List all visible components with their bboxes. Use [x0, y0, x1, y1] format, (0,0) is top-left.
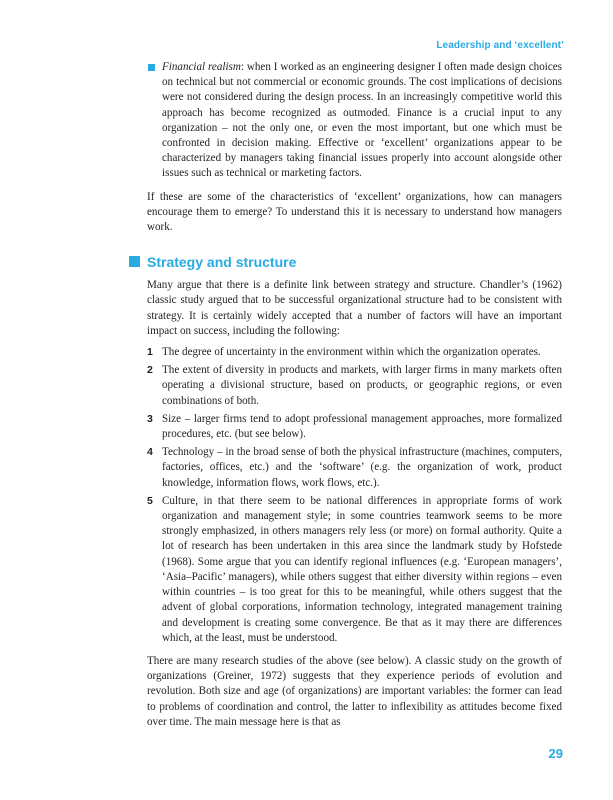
paragraph-intro: If these are some of the characteristics of ‘excellent’ organizations, how can managers encourage them to emerge? To understand this it is necessary to understand how managers work. [147, 190, 562, 234]
list-item [147, 494, 562, 646]
paragraph-strategy: Many argue that there is a definite link between strategy and structure. Chandler’s (1962) classic study argued that to be successful organizational structure had to be consistent with strategy. It is certainly widely accepted that a number of factors will have an important impact on success, including the following: [147, 279, 562, 337]
list-number: 5 [147, 494, 153, 507]
paragraph-research: There are many research studies of the above (see below). A classic study on the growth of organizations (Greiner, 1972) suggests that they experience periods of evolution and revolution. Both size and age (of organizations) are important variables: the former can lead to problems of coordination and control, the latter to inflexibility as attitudes become fixed over time. The main message here is that as [147, 654, 562, 728]
page-content [147, 60, 562, 730]
list-item [147, 363, 562, 409]
list-number: 2 [147, 364, 153, 377]
list-text: The extent of diversity in products and markets, with larger firms in many markets often operating a divisional structure, based on products, or geographic regions, or even combinations of both. [162, 364, 562, 407]
numbered-list [147, 345, 562, 646]
list-item [147, 445, 562, 491]
list-item [147, 412, 562, 442]
square-bullet-icon [148, 64, 155, 71]
list-text: Technology – in the broad sense of both the physical infrastructure (machines, computers, factories, offices, etc.) and the ‘software’ (e.g. the organization of work, product knowledge, information flows, work flows, etc.). [162, 446, 562, 489]
section-heading-text: Strategy and structure [147, 254, 297, 271]
section-heading [147, 253, 562, 271]
page-number: 29 [548, 746, 563, 761]
list-item [147, 345, 562, 360]
list-number: 4 [147, 446, 153, 459]
bullet-item-financial-realism [147, 60, 562, 182]
bullet-term: Financial realism [162, 61, 241, 73]
running-head: Leadership and ‘excellent’ [436, 40, 564, 51]
list-text: Size – larger firms tend to adopt professional management approaches, more formalized procedures, etc. (but see below). [162, 412, 562, 441]
bullet-text: : when I worked as an engineering designer I often made design choices on technical but not commercial or economic grounds. The cost implications of decisions were not considered during the design process. In an increasingly competitive world this approach has become recognized as outmoded. Finance is a crucial input to any organization – not the only one, or even the most important, but one which must be confronted in decision making. Effective or ‘excellent’ organizations appear to be characterized by managers taking financial issues properly into account alongside other issues such as technical or marketing factors. [162, 61, 562, 180]
list-number: 3 [147, 412, 153, 425]
list-text: Culture, in that there seem to be national differences in appropriate forms of work organization and management style; in some countries teamwork seems to be more strongly emphasized, in others managers rely less (or more) on formal authority. Quite a lot of research has been undertaken in this area since the landmark study by Hofstede (1968). Some argue that you can identify regional influences (e.g. ‘European managers’, ‘Asia–Pacific’ managers), while others suggest that either diversity within regions – even within countries – is too great for this to be meaningful, while others suggest that the advent of global corporations, information technology, integrated management training and development is creating some convergence. Be that as it may there are differences which, at the least, must be understood. [162, 494, 562, 644]
list-text: The degree of uncertainty in the environment within which the organization operates. [162, 346, 541, 359]
list-number: 1 [147, 346, 153, 359]
heading-square-icon [129, 256, 140, 267]
